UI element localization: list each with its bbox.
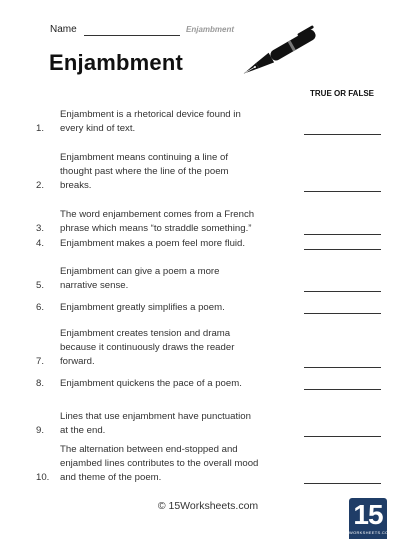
answer-line[interactable]: [304, 313, 381, 314]
logo-number: 15: [353, 499, 383, 530]
answer-line[interactable]: [304, 291, 381, 292]
question-number: 1.: [36, 123, 45, 134]
question-row: [0, 443, 416, 485]
question-text-line: phrase which means “to straddle something.”: [60, 223, 252, 234]
answer-line[interactable]: [304, 234, 381, 235]
question-number: 5.: [36, 280, 45, 291]
question-text-line: enjambed lines contributes to the overall mood: [60, 458, 259, 469]
question-number: 2.: [36, 180, 45, 191]
question-text-line: forward.: [60, 356, 95, 367]
question-text-line: Enjambment greatly simplifies a poem.: [60, 302, 225, 313]
question-text: [60, 301, 295, 315]
question-text-line: at the end.: [60, 425, 106, 436]
question-text: [60, 443, 295, 485]
answer-line[interactable]: [304, 483, 381, 484]
question-row: [0, 108, 416, 136]
question-number: 3.: [36, 223, 45, 234]
question-text-line: every kind of text.: [60, 123, 136, 134]
question-number: 6.: [36, 302, 45, 313]
question-number: 8.: [36, 378, 45, 389]
question-text-line: Enjambment can give a poem a more: [60, 266, 220, 277]
true-or-false-header: TRUE OR FALSE: [310, 89, 375, 98]
question-text-line: Lines that use enjambment have punctuation: [60, 411, 251, 422]
question-number: 7.: [36, 356, 45, 367]
question-text-line: because it continuously draws the reader: [60, 342, 235, 353]
question-text: [60, 208, 295, 236]
question-text-line: Enjambment creates tension and drama: [60, 328, 231, 339]
topic-label: Enjambment: [186, 25, 235, 34]
question-text: [60, 327, 295, 369]
question-number: 9.: [36, 425, 45, 436]
question-text: [60, 410, 295, 438]
question-row: [0, 377, 416, 391]
question-text-line: The word enjambement comes from a French: [60, 209, 255, 220]
question-text: [60, 108, 295, 136]
answer-line[interactable]: [304, 191, 381, 192]
answer-line[interactable]: [304, 249, 381, 250]
answer-line[interactable]: [304, 134, 381, 135]
page-title: Enjambment: [49, 50, 184, 75]
question-row: [0, 327, 416, 369]
question-text-line: and theme of the poem.: [60, 472, 162, 483]
copyright-text: © 15Worksheets.com: [157, 500, 259, 512]
question-row: [0, 151, 416, 193]
question-row: [0, 265, 416, 293]
question-text-line: thought past where the line of the poem: [60, 166, 229, 177]
answer-line[interactable]: [304, 436, 381, 437]
question-text: [60, 377, 295, 391]
question-number: 4.: [36, 238, 45, 249]
15worksheets-logo: [349, 498, 393, 539]
question-text-line: Enjambment is a rhetorical device found in: [60, 109, 241, 120]
question-row: [0, 410, 416, 438]
question-text-line: Enjambment means continuing a line of: [60, 152, 228, 163]
logo-text: WORKSHEETS.COM: [349, 530, 393, 535]
question-text-line: Enjambment quickens the pace of a poem.: [60, 378, 242, 389]
answer-line[interactable]: [304, 367, 381, 368]
question-text-line: breaks.: [60, 180, 92, 191]
answer-line[interactable]: [304, 389, 381, 390]
question-row: [0, 208, 416, 236]
fountain-pen-icon: [234, 22, 330, 82]
question-row: [0, 301, 416, 315]
question-text-line: narrative sense.: [60, 280, 129, 291]
question-text-line: The alternation between end-stopped and: [60, 444, 238, 455]
name-label: Name: [50, 24, 77, 35]
name-field-line[interactable]: [84, 35, 180, 36]
question-text: [60, 237, 295, 251]
question-text: [60, 265, 295, 293]
question-number: 10.: [36, 472, 50, 483]
question-row: [0, 237, 416, 251]
question-text: [60, 151, 295, 193]
question-text-line: Enjambment makes a poem feel more fluid.: [60, 238, 246, 249]
